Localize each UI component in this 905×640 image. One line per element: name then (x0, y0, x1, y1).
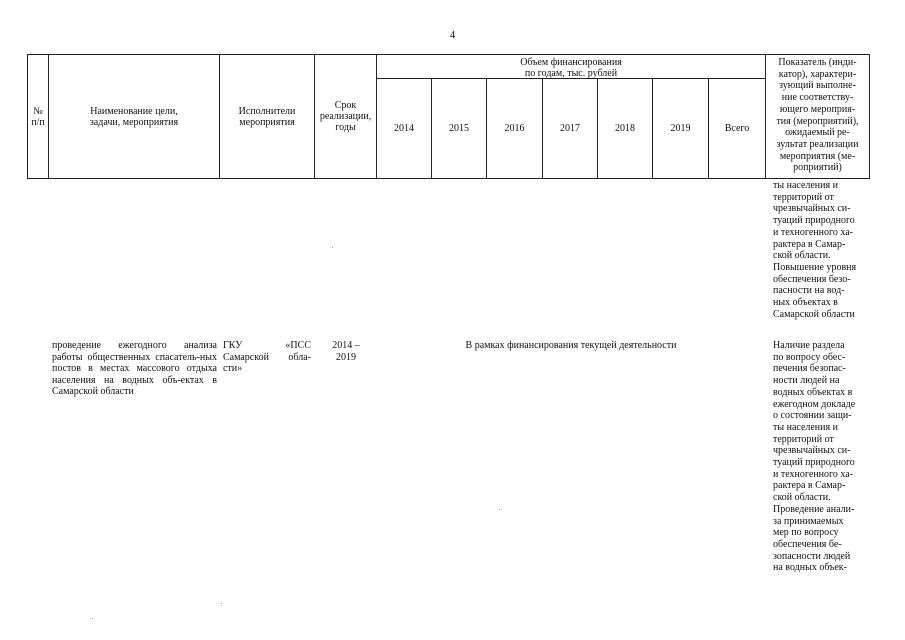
header-year-2019: 2019 (670, 123, 691, 134)
scan-speck (332, 247, 333, 248)
header-total: Всего (724, 123, 750, 134)
header-year-2014: 2014 (394, 123, 414, 134)
header-year-2016: 2016 (504, 123, 525, 134)
header-name: Наименование цели, задачи, мероприятия (89, 105, 179, 128)
header-term: Срок реализации, годы (319, 100, 372, 133)
header-indicator: Показатель (инди- катор), характери- зующий выполне- ние соответству- ющего мероприя- тия (мероприятий), ожидаемый ре- зультат реализации мероприятия (ме- роприятий) (776, 57, 859, 174)
scan-speck (221, 603, 222, 604)
header-executors: Исполнители мероприятия (238, 105, 296, 128)
row-indicator: Наличие раздела по вопросу обес- печения безопас- ности людей на водных объектах в ежегодном докладе о состоянии защи- ты населения и территорий от чрезвычайных си- туаций природного и техногенного ха- рактера в Самар- ской области. Проведение анали- за принимаемых мер по вопросу обеспечения бе- зопасности людей на водных объек- (773, 340, 856, 574)
scan-speck (499, 509, 500, 510)
page-number: 4 (449, 29, 456, 41)
row-financing: В рамках финансирования текущей деятельности (465, 340, 677, 351)
header-year-2018: 2018 (615, 123, 635, 134)
continuation-indicator-text: ты населения и территорий от чрезвычайных си- туаций природного и техногенного ха- рактера в Самар- ской области. Повышение уровня обеспечения безо- пасности на вод- ных объектах в Самарской области (773, 180, 857, 320)
header-year-2015: 2015 (449, 123, 469, 134)
header-num: № п/п (31, 105, 45, 128)
row-executor: ГКУ «ПСС Самарской обла-сти» (223, 340, 311, 374)
row-term: 2014 – 2019 (332, 340, 360, 363)
row-activity-name: проведение ежегодного анализа работы общественных спасатель-ных постов в местах массового отдыха населения на водных объ-ектах в Самарской области (52, 340, 217, 397)
header-year-2017: 2017 (560, 123, 580, 134)
header-financing: Объем финансирования по годам, тыс. рублей (520, 57, 622, 79)
scan-speck (92, 618, 93, 619)
